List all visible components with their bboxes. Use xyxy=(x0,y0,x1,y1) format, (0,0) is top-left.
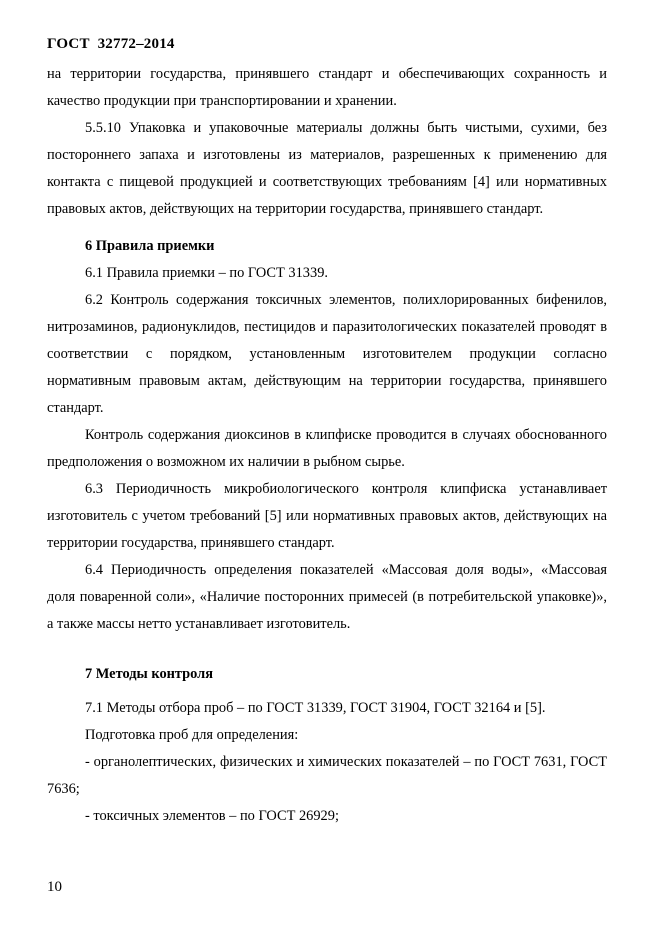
list-item-toxic-elements: - токсичных элементов – по ГОСТ 26929; xyxy=(85,808,339,824)
section-7-heading: 7 Методы контроля xyxy=(85,666,214,682)
paragraph-7-1: 7.1 Методы отбора проб – по ГОСТ 31339, ГОСТ 31904, ГОСТ 32164 и [5]. xyxy=(85,700,546,716)
paragraph-6-4: 6.4 Периодичность определения показателей «Массовая доля воды», «Массовая доля поваренной соли», «Наличие посторонних примесей (в потребительской упаковке)», а также массы нетто устанавливает изготовитель. xyxy=(47,562,607,632)
paragraph-5-5-10: 5.5.10 Упаковка и упаковочные материалы должны быть чистыми, сухими, без постороннего запаха и изготовлены из материалов, разрешенных к применению для контакта с пищевой продукцией и соответствующих требованиям [4] или нормативных правовых актов, действующих на территории государства, принявшего стандарт. xyxy=(47,120,607,217)
document-body xyxy=(47,61,607,830)
list-item-organoleptic: - органолептических, физических и химических показателей – по ГОСТ 7631, ГОСТ 7636; xyxy=(47,754,607,797)
page-number: 10 xyxy=(47,879,62,895)
paragraph-continuation: на территории государства, принявшего стандарт и обеспечивающих сохранность и качество продукции при транспортировании и хранении. xyxy=(47,66,607,109)
document-header: ГОСТ 32772–2014 xyxy=(47,36,175,52)
section-6-heading: 6 Правила приемки xyxy=(85,238,215,254)
paragraph-6-3: 6.3 Периодичность микробиологического контроля клипфиска устанавливает изготовитель с учетом требований [5] или нормативных правовых актов, действующих на территории государства, принявшего стандарт. xyxy=(47,481,607,551)
paragraph-dioxins: Контроль содержания диоксинов в клипфиске проводится в случаях обоснованного предположения о возможном их наличии в рыбном сырье. xyxy=(47,427,607,470)
paragraph-sample-prep: Подготовка проб для определения: xyxy=(85,727,299,743)
paragraph-6-1: 6.1 Правила приемки – по ГОСТ 31339. xyxy=(85,265,328,281)
paragraph-6-2: 6.2 Контроль содержания токсичных элементов, полихлорированных бифенилов, нитрозаминов, радионуклидов, пестицидов и паразитологических показателей проводят в соответствии с порядком, установленным изготовителем продукции согласно нормативным правовым актам, действующим на территории государства, принявшего стандарт. xyxy=(47,292,607,416)
